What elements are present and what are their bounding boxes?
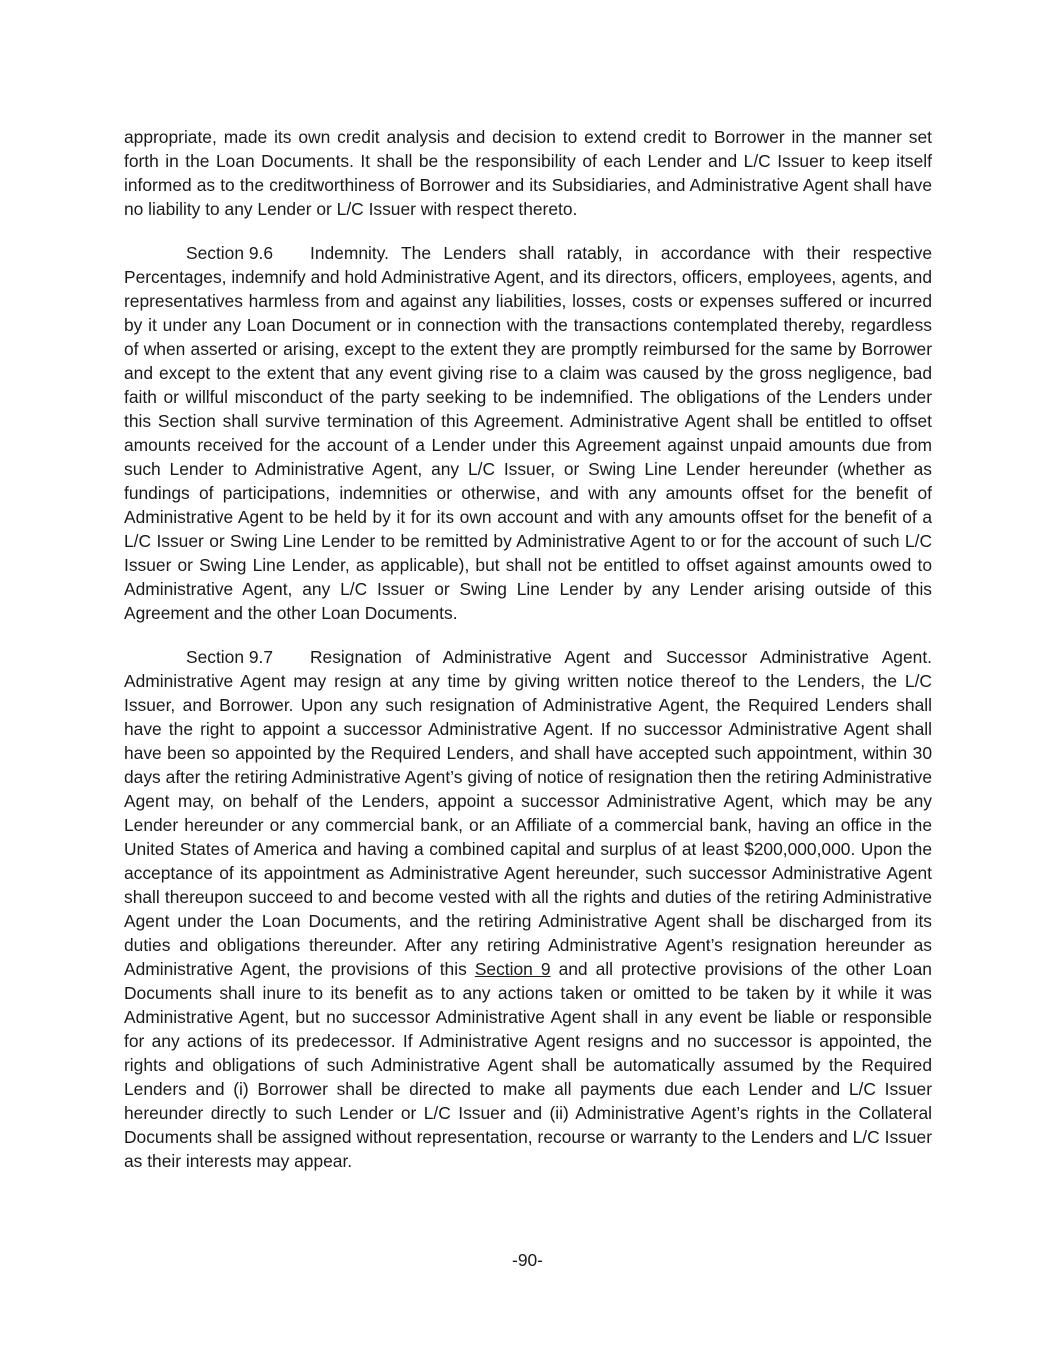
section-number: Section 9.7 xyxy=(186,647,274,667)
section-9-7-paragraph xyxy=(124,645,932,1173)
section-9-reference: Section 9 xyxy=(474,959,551,979)
section-9-6-paragraph xyxy=(124,241,932,625)
paragraph-text: appropriate, made its own credit analysis and decision to extend credit to Borrower in the manner set forth in the Loan Documents. It shall be the responsibility of each Lender and L/C Issuer to keep itself informed as to the creditworthiness of Borrower and its Subsidiaries, and Administrative Agent shall have no liability to any Lender or L/C Issuer with respect thereto. xyxy=(124,127,932,219)
section-number: Section 9.6 xyxy=(186,243,274,263)
document-body xyxy=(124,125,932,1193)
section-text: Indemnity. The Lenders shall ratably, in accordance with their respective Percentages, indemnify and hold Administrative Agent, and its directors, officers, employees, agents, and representatives harmless from and against any liabilities, losses, costs or expenses suffered or incurred by it under any Loan Document or in connection with the transactions contemplated thereby, regardless of when asserted or arising, except to the extent they are promptly reimbursed for the same by Borrower and except to the extent that any event giving rise to a claim was caused by the gross negligence, bad faith or willful misconduct of the party seeking to be indemnified. The obligations of the Lenders under this Section shall survive termination of this Agreement. Administrative Agent shall be entitled to offset amounts received for the account of a Lender under this Agreement against unpaid amounts due from such Lender to Administrative Agent, any L/C Issuer, or Swing Line Lender hereunder (whether as fundings of participations, indemnities or otherwise, and with any amounts offset for the benefit of Administrative Agent to be held by it for its own account and with any amounts offset for the benefit of a L/C Issuer or Swing Line Lender to be remitted by Administrative Agent to or for the account of such L/C Issuer or Swing Line Lender, as applicable), but shall not be entitled to offset against amounts owed to Administrative Agent, any L/C Issuer or Swing Line Lender by any Lender arising outside of this Agreement and the other Loan Documents. xyxy=(124,243,932,623)
section-text-part-b: and all protective provisions of the other Loan Documents shall inure to its benefit as to any actions taken or omitted to be taken by it while it was Administrative Agent, but no successor Administrative Agent shall in any event be liable or responsible for any actions of its predecessor. If Administrative Agent resigns and no successor is appointed, the rights and obligations of such Administrative Agent shall be automatically assumed by the Required Lenders and (i) Borrower shall be directed to make all payments due each Lender and L/C Issuer hereunder directly to such Lender or L/C Issuer and (ii) Administrative Agent’s rights in the Collateral Documents shall be assigned without representation, recourse or warranty to the Lenders and L/C Issuer as their interests may appear. xyxy=(124,959,932,1171)
page-number: -90- xyxy=(512,1250,543,1270)
section-text-part-a: Resignation of Administrative Agent and Successor Administrative Agent. Administrative Agent may resign at any time by giving written notice thereof to the Lenders, the L/C Issuer, and Borrower. Upon any such resignation of Administrative Agent, the Required Lenders shall have the right to appoint a successor Administrative Agent. If no successor Administrative Agent shall have been so appointed by the Required Lenders, and shall have accepted such appointment, within 30 days after the retiring Administrative Agent’s giving of notice of resignation then the retiring Administrative Agent may, on behalf of the Lenders, appoint a successor Administrative Agent, which may be any Lender hereunder or any commercial bank, or an Affiliate of a commercial bank, having an office in the United States of America and having a combined capital and surplus of at least $200,000,000. Upon the acceptance of its appointment as Administrative Agent hereunder, such successor Administrative Agent shall thereupon succeed to and become vested with all the rights and duties of the retiring Administrative Agent under the Loan Documents, and the retiring Administrative Agent shall be discharged from its duties and obligations thereunder. After any retiring Administrative Agent’s resignation hereunder as Administrative Agent, the provisions of this xyxy=(124,647,932,979)
paragraph-continuation xyxy=(124,125,932,221)
